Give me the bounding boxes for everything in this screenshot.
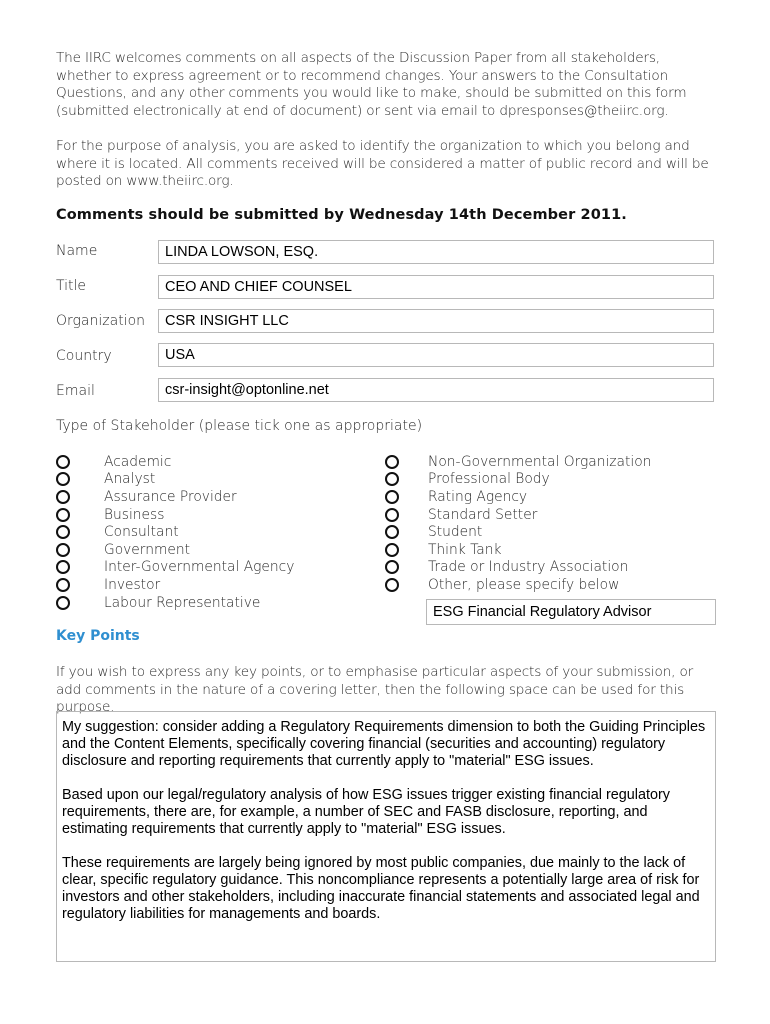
- option-label: Investor: [104, 576, 161, 593]
- option-label: Government: [104, 541, 191, 558]
- stakeholder-option-standard-setter[interactable]: [385, 506, 651, 524]
- organization-field[interactable]: CSR INSIGHT LLC: [158, 309, 714, 333]
- key-points-intro: If you wish to express any key points, or to emphasise particular aspects of your submission, or add comments in the nature of a covering letter, then the following space can be used for this purpose.: [56, 664, 694, 715]
- intro-text-1: The IIRC welcomes comments on all aspects of the Discussion Paper from all stakeholders, whether to express agreement or to recommend changes. Your answers to the Consultation Questions, and any other comments you would like to make, should be submitted on this form (submitted electronically at end of document) or sent via email to dpresponses@theiirc.org.: [56, 50, 687, 119]
- radio-button[interactable]: [56, 508, 70, 522]
- comment-paragraph: Based upon our legal/regulatory analysis of how ESG issues trigger existing financial regulatory requirements, there are, for example, a number of SEC and FASB disclosure, reporting, and estimating requirements that currently apply to "material" ESG issues.: [62, 787, 670, 837]
- radio-button[interactable]: [385, 578, 399, 592]
- radio-button[interactable]: [385, 472, 399, 486]
- stakeholder-option-trade-association[interactable]: [385, 559, 651, 577]
- radio-button[interactable]: [385, 508, 399, 522]
- stakeholder-option-inter-governmental-agency[interactable]: [56, 559, 294, 577]
- radio-button[interactable]: [385, 525, 399, 539]
- radio-button[interactable]: [56, 543, 70, 557]
- intro-paragraph-2: [56, 138, 718, 191]
- radio-button[interactable]: [56, 455, 70, 469]
- option-label: Student: [428, 524, 483, 541]
- option-label: Consultant: [104, 524, 179, 541]
- submission-deadline: Comments should be submitted by Wednesday 14th December 2011.: [56, 207, 627, 223]
- radio-button[interactable]: [385, 543, 399, 557]
- name-label: Name: [56, 243, 98, 259]
- stakeholder-option-professional-body[interactable]: [385, 471, 651, 489]
- email-label: Email: [56, 383, 95, 399]
- stakeholder-option-rating-agency[interactable]: [385, 488, 651, 506]
- stakeholder-option-student[interactable]: [385, 523, 651, 541]
- organization-label: Organization: [56, 313, 146, 329]
- stakeholder-option-think-tank[interactable]: [385, 541, 651, 559]
- stakeholder-option-assurance-provider[interactable]: [56, 488, 294, 506]
- radio-button[interactable]: [385, 490, 399, 504]
- option-label: Standard Setter: [428, 506, 538, 523]
- comment-paragraph: These requirements are largely being ignored by most public companies, due mainly to the lack of clear, specific regulatory guidance. This noncompliance represents a potentially large area of risk for investors and other stakeholders, including inaccurate financial statements and associated legal and regulatory liabilities for managements and boards.: [62, 855, 700, 922]
- radio-button[interactable]: [56, 578, 70, 592]
- stakeholder-option-government[interactable]: [56, 541, 294, 559]
- option-label: Business: [104, 506, 165, 523]
- stakeholder-option-consultant[interactable]: [56, 523, 294, 541]
- stakeholder-options-left: [56, 453, 294, 611]
- country-field[interactable]: USA: [158, 343, 714, 367]
- title-field[interactable]: CEO AND CHIEF COUNSEL: [158, 275, 714, 299]
- radio-button[interactable]: [56, 596, 70, 610]
- option-label: Rating Agency: [428, 488, 528, 505]
- intro-paragraph-1: [56, 50, 718, 120]
- stakeholder-option-other[interactable]: [385, 576, 651, 594]
- email-field[interactable]: csr-insight@optonline.net: [158, 378, 714, 402]
- option-label: Non-Governmental Organization: [428, 453, 652, 470]
- radio-button[interactable]: [56, 490, 70, 504]
- radio-button[interactable]: [56, 472, 70, 486]
- option-label: Trade or Industry Association: [428, 559, 629, 576]
- stakeholder-option-ngo[interactable]: [385, 453, 651, 471]
- option-label: Other, please specify below: [428, 576, 620, 593]
- stakeholder-option-business[interactable]: [56, 506, 294, 524]
- option-label: Professional Body: [428, 471, 550, 488]
- intro-text-2: For the purpose of analysis, you are asked to identify the organization to which you belong and where it is located. All comments received will be considered a matter of public record and will be posted on www.theiirc.org.: [56, 138, 709, 189]
- stakeholder-option-labour-representative[interactable]: [56, 594, 294, 612]
- country-label: Country: [56, 348, 112, 364]
- stakeholder-heading: Type of Stakeholder (please tick one as appropriate): [56, 418, 423, 434]
- key-points-textarea[interactable]: [56, 711, 716, 962]
- option-label: Assurance Provider: [104, 488, 237, 505]
- option-label: Labour Representative: [104, 594, 261, 611]
- radio-button[interactable]: [385, 560, 399, 574]
- stakeholder-option-investor[interactable]: [56, 576, 294, 594]
- stakeholder-option-analyst[interactable]: [56, 471, 294, 489]
- name-field[interactable]: LINDA LOWSON, ESQ.: [158, 240, 714, 264]
- option-label: Analyst: [104, 471, 156, 488]
- key-points-heading: Key Points: [56, 628, 140, 644]
- radio-button[interactable]: [385, 455, 399, 469]
- title-label: Title: [56, 278, 87, 294]
- option-label: Academic: [104, 453, 172, 470]
- stakeholder-options-right: [385, 453, 651, 594]
- comment-paragraph: My suggestion: consider adding a Regulatory Requirements dimension to both the Guiding Principles and the Content Elements, specifically covering financial (securities and accounting) regulatory disclosure and reporting requirements that currently apply to "material" ESG issues.: [62, 719, 706, 769]
- radio-button[interactable]: [56, 525, 70, 539]
- stakeholder-option-academic[interactable]: [56, 453, 294, 471]
- other-specify-field[interactable]: ESG Financial Regulatory Advisor: [426, 599, 716, 625]
- option-label: Inter-Governmental Agency: [104, 559, 295, 576]
- option-label: Think Tank: [428, 541, 502, 558]
- radio-button[interactable]: [56, 560, 70, 574]
